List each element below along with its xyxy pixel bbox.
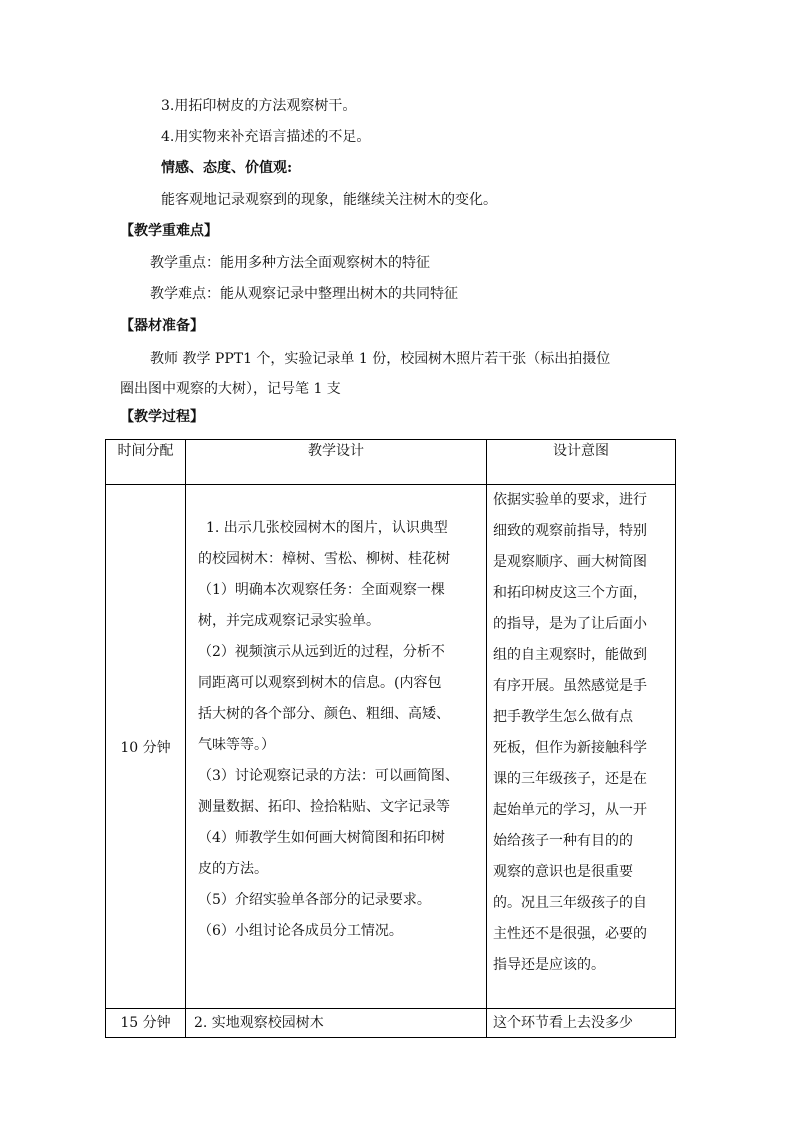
intent-cell: [487, 1009, 676, 1038]
intent-line: 死板，但作为新接触科学: [493, 740, 647, 756]
intent-line: 依据实验单的要求，进行: [493, 492, 647, 508]
intent-line: 的指导，是为了让后面小: [493, 616, 647, 632]
design-text: 2. 实地观察校园树木: [194, 1015, 324, 1031]
intent-line: 和拓印树皮这三个方面，: [493, 585, 647, 601]
materials-heading: 【器材准备】: [120, 318, 204, 334]
header-design: 教学设计: [186, 440, 487, 485]
time-cell: 10 分钟: [106, 485, 186, 1009]
intent-line: 主性还不是很强，必要的: [493, 926, 647, 942]
intent-line: 把手教学生怎么做有点: [493, 709, 633, 725]
design-line: 树，并完成观察记录实验单。: [198, 613, 380, 629]
design-line: 测量数据、拓印、捡拾粘贴、文字记录等: [198, 799, 450, 815]
time-cell: [106, 1009, 186, 1038]
design-line: （4）师教学生如何画大树简图和拓印树: [198, 830, 445, 846]
time-text: 15 分钟: [120, 1015, 171, 1031]
design-line: （2）视频演示从远到近的过程，分析不: [198, 644, 445, 660]
design-line: （6）小组讨论各成员分工情况。: [198, 923, 403, 939]
process-heading: 【教学过程】: [120, 409, 204, 425]
intent-line: 组的自主观察时，能做到: [493, 647, 647, 663]
design-line: （3）讨论观察记录的方法：可以画简图、: [198, 768, 459, 784]
table-row: [106, 1009, 676, 1038]
intent-line: 有序开展。虽然感觉是手: [493, 678, 647, 694]
materials-paragraph: [120, 344, 680, 404]
intent-line: 的。况且三年级孩子的自: [493, 895, 647, 911]
key-points-heading: 【教学重难点】: [120, 223, 218, 239]
materials-line-1: 教师 教学 PPT1 个，实验记录单 1 份，校园树木照片若干张（标出拍摄位: [150, 351, 611, 367]
design-line: 1. 出示几张校园树木的图片，认识典型: [206, 520, 448, 536]
intent-line: 观察的意识也是很重要: [493, 864, 633, 880]
materials-line-2: 圈出图中观察的大树），记号笔 1 支: [120, 381, 341, 397]
header-intent: 设计意图: [487, 440, 676, 485]
teaching-difficulty: 教学难点：能从观察记录中整理出树木的共同特征: [150, 286, 458, 302]
teaching-focus: 教学重点：能用多种方法全面观察树木的特征: [150, 255, 430, 271]
design-line: 的校园树木：樟树、雪松、柳树、桂花树: [198, 551, 450, 567]
intent-line: 是观察顺序、画大树简图: [493, 554, 647, 570]
intent-line: 始给孩子一种有目的的: [493, 833, 633, 849]
values-heading: 情感、态度、价值观:: [161, 160, 293, 176]
objective-4: 4.用实物来补充语言描述的不足。: [161, 129, 371, 145]
design-line: 括大树的各个部分、颜色、粗细、高矮、: [198, 706, 450, 722]
header-time: 时间分配: [106, 440, 186, 485]
intent-line: 细致的观察前指导，特别: [493, 523, 647, 539]
intent-line: 起始单元的学习，从一开: [493, 802, 647, 818]
objective-3: 3.用拓印树皮的方法观察树干。: [161, 98, 357, 114]
intent-line: 课的三年级孩子，还是在: [493, 771, 647, 787]
design-cell: [186, 485, 487, 1009]
intent-line: 指导还是应该的。: [493, 957, 605, 973]
design-line: 气味等等。）: [198, 737, 275, 753]
design-line: 同距离可以观察到树木的信息。(内容包: [198, 675, 442, 691]
table-header-row: [106, 440, 676, 485]
design-cell: [186, 1009, 487, 1038]
design-line: （1）明确本次观察任务：全面观察一棵: [198, 582, 445, 598]
design-line: （5）介绍实验单各部分的记录要求。: [198, 892, 431, 908]
intent-cell: [487, 485, 676, 1009]
values-text: 能客观地记录观察到的现象，能继续关注树木的变化。: [161, 192, 497, 208]
lesson-process-table: [105, 439, 676, 1038]
intent-text: 这个环节看上去没多少: [493, 1015, 633, 1031]
table-row: [106, 485, 676, 1009]
design-line: 皮的方法。: [198, 861, 268, 877]
